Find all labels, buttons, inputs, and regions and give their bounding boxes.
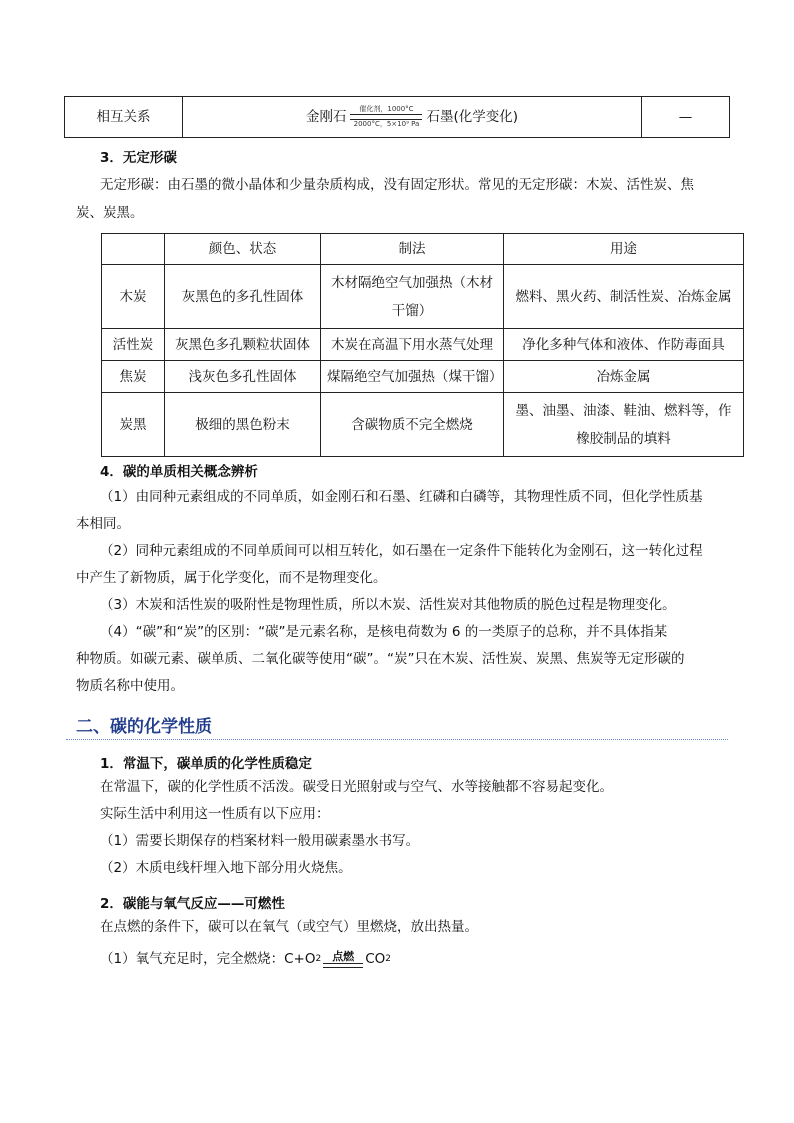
- arrow-top-condition: 催化剂，1000°C: [359, 105, 414, 113]
- table-cell: 木炭: [102, 265, 165, 329]
- table-row: [102, 393, 744, 457]
- arrow-bottom-condition: 2000°C，5×10⁹ Pa: [353, 120, 420, 128]
- condition-label: 点燃: [332, 949, 355, 963]
- table-cell: 冶炼金属: [504, 361, 744, 393]
- table-cell: 木材隔绝空气加强热（木材干馏）: [321, 265, 504, 329]
- concept-p2-line1: （2）同种元素组成的不同单质间可以相互转化，如石墨在一定条件下能转化为金刚石，这一转化过程: [100, 543, 703, 559]
- table-cell: 煤隔绝空气加强热（煤干馏）: [321, 361, 504, 393]
- equation-sub: 2: [385, 954, 391, 964]
- combustion-text: 在点燃的条件下，碳可以在氧气（或空气）里燃烧，放出热量。: [100, 919, 478, 935]
- equation-prefix: （1）氧气充足时，完全燃烧：C+O: [100, 951, 316, 967]
- relation-table: [64, 96, 730, 138]
- table-row: [102, 265, 744, 329]
- table-header: 用途: [504, 234, 744, 265]
- application-2: （2）木质电线杆埋入地下部分用火烧焦。: [100, 860, 352, 876]
- equation-product: CO: [365, 951, 386, 967]
- table-cell: 含碳物质不完全燃烧: [321, 393, 504, 457]
- relation-label: 相互关系: [65, 97, 183, 138]
- table-row: [102, 329, 744, 361]
- table-cell: 活性炭: [102, 329, 165, 361]
- table-header: 制法: [321, 234, 504, 265]
- heading-concepts: 4．碳的单质相关概念辨析: [100, 464, 258, 480]
- table-header: [102, 234, 165, 265]
- equation-sub: 2: [315, 954, 322, 964]
- concept-p3: （3）木炭和活性炭的吸附性是物理性质，所以木炭、活性炭对其他物质的脱色过程是物理变化。: [100, 597, 676, 613]
- table-header-row: [102, 234, 744, 265]
- application-1: （1）需要长期保存的档案材料一般用碳素墨水书写。: [100, 833, 420, 849]
- concept-p4-line2: 种物质。如碳元素、碳单质、二氧化碳等使用“碳”。“炭”只在木炭、活性炭、炭黑、焦炭等无定形碳的: [76, 651, 685, 667]
- table-cell: 浅灰色多孔性固体: [165, 361, 321, 393]
- table-cell: 墨、油墨、油漆、鞋油、燃料等，作橡胶制品的填料: [504, 393, 744, 457]
- stability-text: 在常温下，碳的化学性质不活泼。碳受日光照射或与空气、水等接触都不容易起变化。: [100, 779, 613, 795]
- section-title: 二、碳的化学性质: [76, 717, 212, 737]
- application-intro: 实际生活中利用这一性质有以下应用：: [100, 806, 330, 822]
- heading-amorphous: 3．无定形碳: [100, 150, 177, 166]
- amorphous-desc-1: 无定形碳：由石墨的微小晶体和少量杂质构成，没有固定形状。常见的无定形碳：木炭、活性炭、焦: [100, 177, 694, 193]
- right-substance: 石墨(化学变化): [426, 109, 519, 125]
- heading-combustion: 2．碳能与氧气反应——可燃性: [100, 896, 285, 912]
- concept-p4-line3: 物质名称中使用。: [76, 678, 184, 694]
- concept-p2-line2: 中产生了新物质，属于化学变化，而不是物理变化。: [76, 570, 387, 586]
- table-cell: 极细的黑色粉末: [165, 393, 321, 457]
- table-cell: 木炭在高温下用水蒸气处理: [321, 329, 504, 361]
- table-cell: 灰黑色多孔颗粒状固体: [165, 329, 321, 361]
- equals-sign-icon: [323, 963, 363, 968]
- section-divider: [66, 739, 728, 740]
- reaction-condition: [323, 951, 363, 968]
- amorphous-desc-2: 炭、炭黑。: [76, 205, 144, 221]
- carbon-table: [101, 233, 744, 457]
- table-header: 颜色、状态: [165, 234, 321, 265]
- concept-p1-line2: 本相同。: [76, 516, 130, 532]
- table-cell: 焦炭: [102, 361, 165, 393]
- concept-p4-line1: （4）“碳”和“炭”的区别：“碳”是元素名称，是核电荷数为 6 的一类原子的总称，并不具体指某: [100, 624, 668, 640]
- table-cell: 燃料、黑火药、制活性炭、冶炼金属: [504, 265, 744, 329]
- table-cell: 炭黑: [102, 393, 165, 457]
- table-cell: 净化多种气体和液体、作防毒面具: [504, 329, 744, 361]
- reversible-arrow: [350, 105, 422, 129]
- relation-last-cell: —: [642, 97, 730, 138]
- heading-stability: 1．常温下，碳单质的化学性质稳定: [100, 756, 312, 772]
- table-cell: 灰黑色的多孔性固体: [165, 265, 321, 329]
- concept-p1-line1: （1）由同种元素组成的不同单质，如金刚石和石墨、红磷和白磷等，其物理性质不同，但化学性质基: [100, 489, 703, 505]
- relation-equation: [183, 97, 642, 138]
- left-substance: 金刚石: [305, 109, 347, 125]
- equation-line: [100, 946, 720, 972]
- table-row: [102, 361, 744, 393]
